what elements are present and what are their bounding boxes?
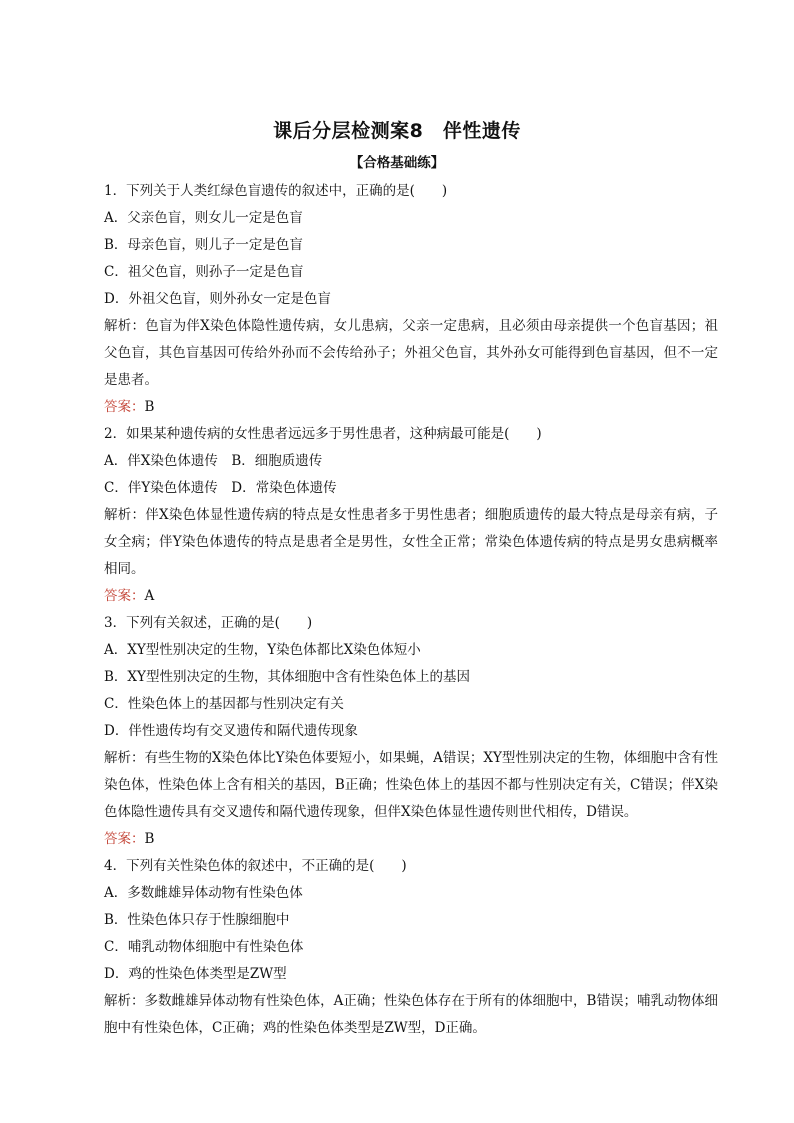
- question-stem: 3．下列有关叙述，正确的是( ): [104, 615, 313, 631]
- option-a: A．父亲色盲，则女儿一定是色盲: [104, 210, 303, 226]
- answer-value: A: [144, 588, 155, 604]
- option-c: C．祖父色盲，则孙子一定是色盲: [104, 264, 304, 280]
- option-a: A．XY型性别决定的生物，Y染色体都比X染色体短小: [104, 642, 421, 658]
- answer-line: [76, 394, 718, 421]
- question-stem: 1．下列关于人类红绿色盲遗传的叙述中，正确的是( ): [104, 183, 448, 199]
- answer-label: 答案：: [104, 831, 145, 847]
- answer-label: 答案：: [104, 399, 145, 415]
- option-d: D．外祖父色盲，则外孙女一定是色盲: [104, 291, 331, 307]
- explanation: 解析：伴X染色体显性遗传病的特点是女性患者多于男性患者；细胞质遗传的最大特点是母亲有病，子女全病；伴Y染色体遗传的特点是患者全是男性，女性全正常；常染色体遗传病的特点是男女患病概率相同。: [104, 507, 718, 577]
- question-1: [76, 178, 718, 421]
- option-c: C．哺乳动物体细胞中有性染色体: [104, 939, 304, 955]
- section-heading: 【合格基础练】: [349, 155, 445, 171]
- answer-line: [76, 826, 718, 853]
- question-3: [76, 610, 718, 853]
- question-stem: 4．下列有关性染色体的叙述中，不正确的是( ): [104, 858, 407, 874]
- option-d: D．鸡的性染色体类型是ZW型: [104, 966, 287, 982]
- option-c: C．性染色体上的基因都与性别决定有关: [104, 696, 344, 712]
- option-b: B．母亲色盲，则儿子一定是色盲: [104, 237, 303, 253]
- option-a: A．多数雌雄异体动物有性染色体: [104, 885, 303, 901]
- explanation: 解析：有些生物的X染色体比Y染色体要短小，如果蝇，A错误；XY型性别决定的生物，体细胞中含有性染色体，性染色体上含有相关的基因，B正确；性染色体上的基因不都与性别决定有关，C错误；伴X染色体隐性遗传具有交叉遗传和隔代遗传现象，但伴X染色体显性遗传则世代相传，D错误。: [104, 750, 718, 820]
- option-b: B．XY型性别决定的生物，其体细胞中含有性染色体上的基因: [104, 669, 470, 685]
- answer-label: 答案：: [104, 588, 145, 604]
- answer-value: B: [144, 399, 155, 415]
- question-4: [76, 853, 718, 1042]
- answer-value: B: [144, 831, 155, 847]
- question-2: [76, 421, 718, 610]
- page-title: 课后分层检测案8 伴性遗传: [273, 120, 521, 142]
- option-b: B．性染色体只存于性腺细胞中: [104, 912, 290, 928]
- explanation: 解析：多数雌雄异体动物有性染色体，A正确；性染色体存在于所有的体细胞中，B错误；哺乳动物体细胞中有性染色体，C正确；鸡的性染色体类型是ZW型，D正确。: [104, 993, 718, 1036]
- option-cd: C．伴Y染色体遗传 D．常染色体遗传: [104, 480, 337, 496]
- answer-line: [76, 583, 718, 610]
- explanation: 解析：色盲为伴X染色体隐性遗传病，女儿患病，父亲一定患病，且必须由母亲提供一个色盲基因；祖父色盲，其色盲基因可传给外孙而不会传给孙子；外祖父色盲，其外孙女可能得到色盲基因，但不一定是患者。: [104, 318, 718, 388]
- question-list: [76, 178, 718, 1042]
- question-stem: 2．如果某种遗传病的女性患者远远多于男性患者，这种病最可能是( ): [104, 426, 542, 442]
- option-ab: A．伴X染色体遗传 B．细胞质遗传: [104, 453, 323, 469]
- option-d: D．伴性遗传均有交叉遗传和隔代遗传现象: [104, 723, 358, 739]
